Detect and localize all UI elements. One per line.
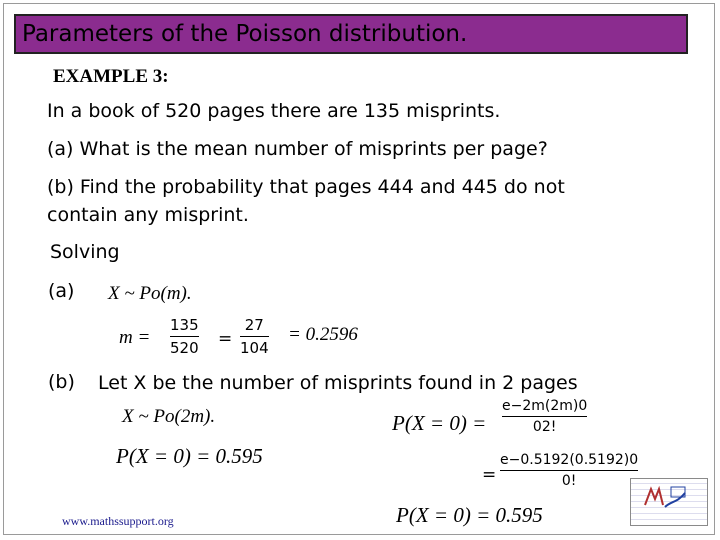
part-b-label: (b) — [48, 371, 75, 393]
fraction-27-104 — [240, 316, 269, 357]
part-b-text: Let X be the number of misprints found in 2 pages — [98, 372, 578, 394]
fraction-27-104-numerator: 27 — [244, 316, 264, 334]
probability-formula-numerator: e−2m(2m)0 — [502, 398, 588, 414]
part-b-distribution: X ~ Po(2m). — [122, 406, 216, 427]
fraction-bar — [500, 470, 638, 471]
example-label: EXAMPLE 3: — [53, 66, 169, 87]
fraction-bar — [170, 336, 199, 337]
mean-result: = 0.2596 — [288, 324, 358, 345]
problem-line-3: (b) Find the probability that pages 444 and 445 do not — [47, 176, 565, 198]
step-equals-sign: = — [482, 465, 497, 485]
footer-url[interactable]: www.mathssupport.org — [62, 514, 174, 528]
probability-step-fraction — [500, 452, 638, 489]
probability-formula-denominator: 02! — [532, 419, 557, 435]
slide-title: Parameters of the Poisson distribution. — [22, 21, 468, 47]
probability-step-numerator: e−0.5192(0.5192)0 — [500, 452, 639, 468]
maths-support-logo — [630, 478, 708, 526]
problem-line-4: contain any misprint. — [47, 204, 249, 226]
fraction-135-520-numerator: 135 — [170, 316, 199, 334]
problem-line-1: In a book of 520 pages there are 135 misprints. — [47, 100, 501, 122]
probability-formula-fraction — [502, 398, 587, 435]
fraction-135-520 — [170, 316, 199, 357]
part-a-distribution: X ~ Po(m). — [108, 283, 192, 304]
probability-formula-lhs: P(X = 0) = — [392, 411, 487, 435]
probability-result-right: P(X = 0) = 0.595 — [396, 503, 543, 527]
fraction-27-104-denominator: 104 — [240, 339, 269, 357]
fraction-bar — [502, 416, 587, 417]
problem-line-2: (a) What is the mean number of misprints per page? — [47, 138, 548, 160]
probability-result-left: P(X = 0) = 0.595 — [116, 444, 263, 468]
equals-sign: = — [218, 329, 233, 349]
m-label: m = — [119, 327, 151, 348]
fraction-135-520-denominator: 520 — [170, 339, 199, 357]
maths-support-logo-icon — [641, 483, 689, 513]
title-bar — [14, 14, 688, 54]
part-a-label: (a) — [48, 280, 75, 302]
probability-step-denominator: 0! — [561, 473, 577, 489]
solving-label: Solving — [50, 241, 120, 263]
fraction-bar — [240, 336, 269, 337]
